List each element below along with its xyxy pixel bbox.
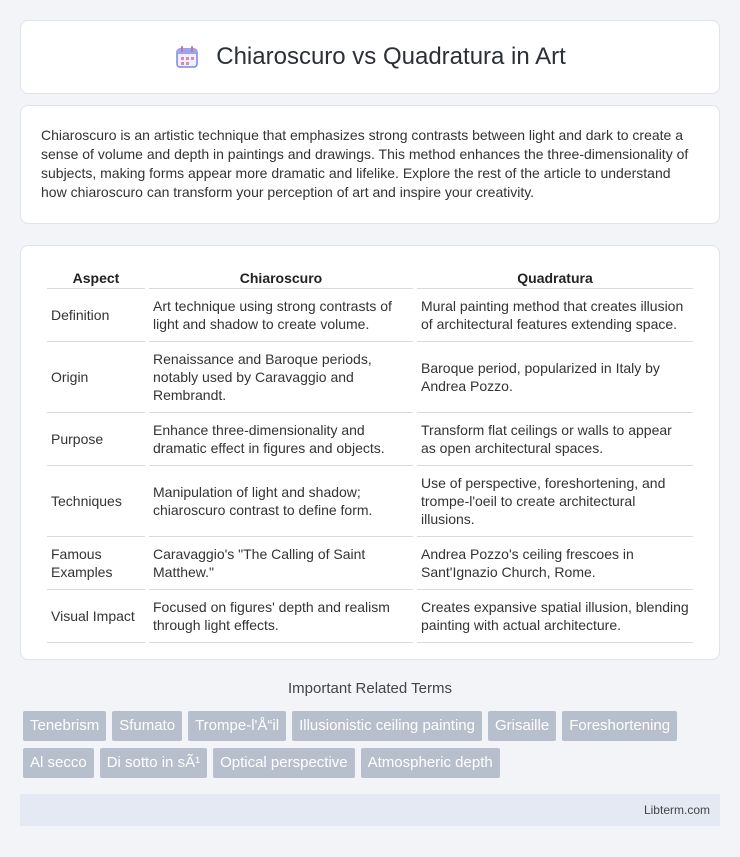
row-aspect: Famous Examples xyxy=(47,537,145,590)
table-row xyxy=(47,342,693,413)
header-quadratura: Quadratura xyxy=(417,264,693,289)
table-row xyxy=(47,466,693,537)
table-row xyxy=(47,537,693,590)
row-chiaroscuro: Enhance three-dimensionality and dramatic effect in figures and objects. xyxy=(149,413,413,466)
header-chiaroscuro: Chiaroscuro xyxy=(149,264,413,289)
row-quadratura: Baroque period, popularized in Italy by Andrea Pozzo. xyxy=(417,342,693,413)
related-term-tag[interactable]: Trompe-l'Å“il xyxy=(188,711,286,741)
row-aspect: Definition xyxy=(47,289,145,342)
intro-text: Chiaroscuro is an artistic technique that emphasizes strong contrasts between light and dark to create a sense of volume and depth in paintings and drawings. This method enhances the three-dimensionality of subjects, making forms appear more dramatic and lifelike. Explore the rest of the article to understand how chiaroscuro can transform your perception of art and inspire your creativity. xyxy=(41,127,689,200)
related-term-tag[interactable]: Grisaille xyxy=(488,711,556,741)
row-quadratura: Mural painting method that creates illusion of architectural features extending space. xyxy=(417,289,693,342)
title-card xyxy=(20,20,720,94)
row-aspect: Visual Impact xyxy=(47,590,145,643)
row-chiaroscuro: Focused on figures' depth and realism through light effects. xyxy=(149,590,413,643)
comparison-table-card xyxy=(20,245,720,660)
row-chiaroscuro: Art technique using strong contrasts of light and shadow to create volume. xyxy=(149,289,413,342)
related-term-tag[interactable]: Illusionistic ceiling painting xyxy=(292,711,482,741)
row-quadratura: Transform flat ceilings or walls to appear as open architectural spaces. xyxy=(417,413,693,466)
row-quadratura: Andrea Pozzo's ceiling frescoes in Sant'Ignazio Church, Rome. xyxy=(417,537,693,590)
related-term-tag[interactable]: Sfumato xyxy=(112,711,182,741)
intro-card xyxy=(20,105,720,224)
related-term-tag[interactable]: Tenebrism xyxy=(23,711,106,741)
page-title: Chiaroscuro vs Quadratura in Art xyxy=(216,43,566,70)
row-quadratura: Use of perspective, foreshortening, and trompe-l'oeil to create architectural illusions. xyxy=(417,466,693,537)
row-chiaroscuro: Caravaggio's "The Calling of Saint Matthew." xyxy=(149,537,413,590)
related-terms-tags xyxy=(20,711,720,778)
table-row xyxy=(47,590,693,643)
header-aspect: Aspect xyxy=(47,264,145,289)
footer-brand-link[interactable]: Libterm.com xyxy=(643,803,710,817)
related-term-tag[interactable]: Di sotto in sÃ¹ xyxy=(100,748,207,778)
row-chiaroscuro: Renaissance and Baroque periods, notably used by Caravaggio and Rembrandt. xyxy=(149,342,413,413)
comparison-table xyxy=(43,264,697,643)
footer xyxy=(20,794,720,826)
related-term-tag[interactable]: Foreshortening xyxy=(562,711,677,741)
related-term-tag[interactable]: Atmospheric depth xyxy=(361,748,500,778)
table-header-row xyxy=(47,264,693,289)
related-terms-title: Important Related Terms xyxy=(288,680,452,697)
related-terms-section xyxy=(20,680,720,778)
row-chiaroscuro: Manipulation of light and shadow; chiaroscuro contrast to define form. xyxy=(149,466,413,537)
table-row xyxy=(47,289,693,342)
related-term-tag[interactable]: Al secco xyxy=(23,748,94,778)
row-aspect: Purpose xyxy=(47,413,145,466)
calendar-icon xyxy=(174,44,200,70)
related-term-tag[interactable]: Optical perspective xyxy=(213,748,355,778)
table-row xyxy=(47,413,693,466)
row-quadratura: Creates expansive spatial illusion, blending painting with actual architecture. xyxy=(417,590,693,643)
row-aspect: Origin xyxy=(47,342,145,413)
row-aspect: Techniques xyxy=(47,466,145,537)
